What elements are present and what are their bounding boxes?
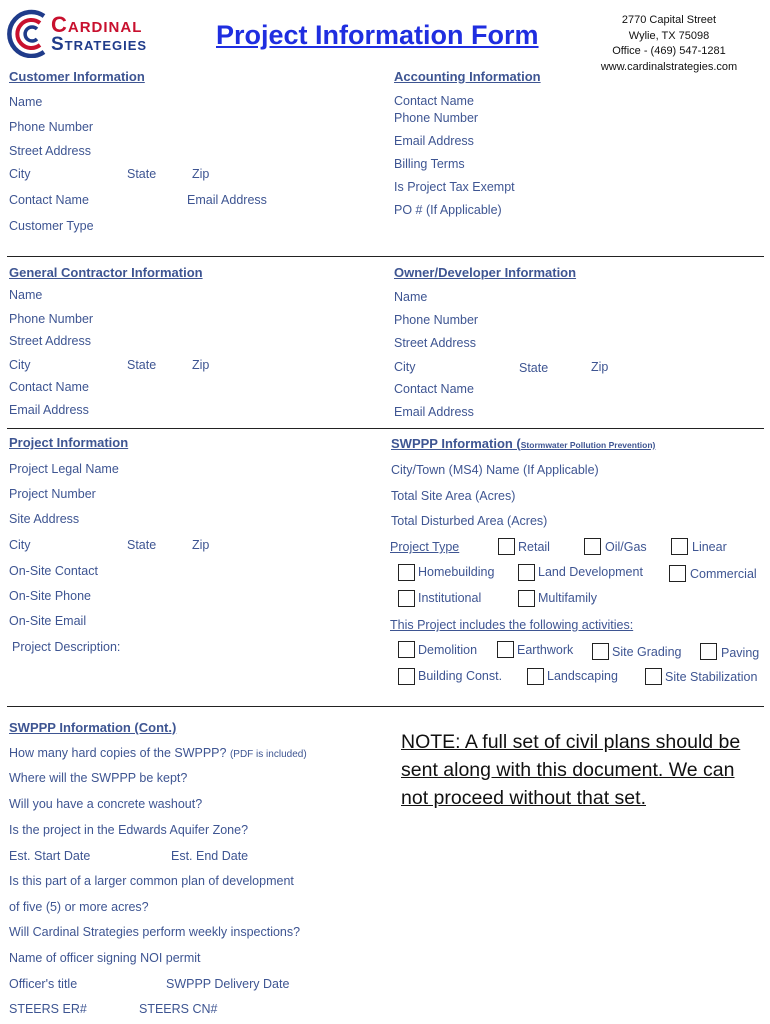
checkbox-institutional[interactable] bbox=[398, 590, 415, 607]
owner-email: Email Address bbox=[394, 405, 474, 419]
label-institutional: Institutional bbox=[418, 591, 482, 605]
swppp2-heading: SWPPP Information (Cont.) bbox=[9, 720, 177, 735]
project-legal: Project Legal Name bbox=[9, 462, 119, 476]
accounting-tax: Is Project Tax Exempt bbox=[394, 180, 515, 194]
checkbox-land-development[interactable] bbox=[518, 564, 535, 581]
note-line-3: not proceed without that set. bbox=[401, 787, 646, 809]
owner-name: Name bbox=[394, 290, 428, 304]
gc-name: Name bbox=[9, 288, 43, 302]
swppp2-kept: Where will the SWPPP be kept? bbox=[9, 771, 188, 785]
owner-zip: Zip bbox=[591, 360, 609, 374]
note-line-1: NOTE: A full set of civil plans should be bbox=[401, 731, 741, 753]
checkbox-building-const[interactable] bbox=[398, 668, 415, 685]
label-multifamily: Multifamily bbox=[538, 591, 598, 605]
divider bbox=[7, 256, 764, 257]
page-title: Project Information Form bbox=[216, 20, 539, 50]
label-oil-gas: Oil/Gas bbox=[605, 540, 647, 554]
accounting-po: PO # (If Applicable) bbox=[394, 203, 502, 217]
customer-zip: Zip bbox=[192, 167, 210, 181]
owner-city: City bbox=[394, 360, 416, 374]
project-onsite-contact: On-Site Contact bbox=[9, 564, 98, 578]
divider bbox=[7, 706, 764, 707]
checkbox-retail[interactable] bbox=[498, 538, 515, 555]
address-office: Office - (469) 547-1281 bbox=[612, 45, 726, 57]
address-city: Wylie, TX 75098 bbox=[628, 29, 710, 42]
owner-state: State bbox=[519, 361, 549, 375]
gc-contact: Contact Name bbox=[9, 380, 89, 394]
project-site: Site Address bbox=[9, 512, 80, 526]
swppp2-washout: Will you have a concrete washout? bbox=[9, 797, 203, 811]
gc-email: Email Address bbox=[9, 403, 89, 417]
owner-phone: Phone Number bbox=[394, 313, 479, 327]
customer-phone: Phone Number bbox=[9, 120, 94, 134]
customer-city: City bbox=[9, 167, 31, 181]
customer-street: Street Address bbox=[9, 144, 91, 158]
gc-phone: Phone Number bbox=[9, 312, 94, 326]
civil-plans-note bbox=[401, 728, 740, 812]
swppp2-copies-note: (PDF is included) bbox=[229, 749, 307, 760]
logo-line-1: Cardinal bbox=[51, 12, 143, 37]
company-logo bbox=[4, 8, 182, 60]
address-web: www.cardinalstrategies.com bbox=[600, 60, 738, 73]
project-number: Project Number bbox=[9, 487, 96, 501]
swppp2-larger-2: of five (5) or more acres? bbox=[9, 900, 149, 914]
swppp2-cn: STEERS CN# bbox=[139, 1002, 218, 1016]
customer-heading: Customer Information bbox=[9, 69, 145, 84]
divider bbox=[7, 428, 764, 429]
swppp2-copies-label: How many hard copies of the SWPPP? bbox=[9, 746, 227, 760]
project-zip: Zip bbox=[192, 538, 210, 552]
checkbox-multifamily[interactable] bbox=[518, 590, 535, 607]
customer-email: Email Address bbox=[187, 193, 267, 207]
customer-state: State bbox=[127, 167, 157, 181]
project-description: Project Description: bbox=[12, 640, 121, 654]
swppp-city: City/Town (MS4) Name (If Applicable) bbox=[391, 463, 599, 477]
swppp2-officer: Name of officer signing NOI permit bbox=[9, 951, 201, 965]
swppp2-title: Officer's title bbox=[9, 977, 78, 991]
label-homebuilding: Homebuilding bbox=[418, 565, 495, 579]
swppp2-end: Est. End Date bbox=[171, 849, 249, 863]
logo-line-2: Strategies bbox=[51, 34, 148, 55]
cardinal-logo-icon bbox=[4, 8, 50, 58]
label-linear: Linear bbox=[692, 540, 727, 554]
owner-heading bbox=[394, 265, 576, 280]
project-city: City bbox=[9, 538, 31, 552]
swppp2-start: Est. Start Date bbox=[9, 849, 91, 863]
accounting-email: Email Address bbox=[394, 134, 474, 148]
owner-contact: Contact Name bbox=[394, 382, 474, 396]
accounting-billing: Billing Terms bbox=[394, 157, 465, 171]
owner-street: Street Address bbox=[394, 336, 476, 350]
label-site-grading: Site Grading bbox=[612, 645, 682, 659]
activities-label: This Project includes the following activities: bbox=[390, 618, 634, 632]
checkbox-site-stabilization[interactable] bbox=[645, 668, 662, 685]
project-state: State bbox=[127, 538, 157, 552]
project-type-label: Project Type bbox=[390, 540, 460, 554]
swppp2-delivery: SWPPP Delivery Date bbox=[166, 977, 290, 991]
checkbox-homebuilding[interactable] bbox=[398, 564, 415, 581]
address-street: 2770 Capital Street bbox=[621, 14, 717, 26]
accounting-contact: Contact Name bbox=[394, 94, 474, 108]
gc-city: City bbox=[9, 358, 31, 372]
gc-state: State bbox=[127, 358, 157, 372]
owner-heading-b: Information bbox=[504, 265, 577, 280]
label-landscaping: Landscaping bbox=[547, 669, 618, 683]
checkbox-demolition[interactable] bbox=[398, 641, 415, 658]
label-earthwork: Earthwork bbox=[517, 643, 574, 657]
swppp2-er: STEERS ER# bbox=[9, 1002, 87, 1016]
gc-zip: Zip bbox=[192, 358, 210, 372]
swppp2-copies bbox=[9, 746, 307, 760]
checkbox-landscaping[interactable] bbox=[527, 668, 544, 685]
project-onsite-email: On-Site Email bbox=[9, 614, 87, 628]
label-demolition: Demolition bbox=[418, 643, 478, 657]
label-commercial: Commercial bbox=[690, 567, 757, 581]
checkbox-earthwork[interactable] bbox=[497, 641, 514, 658]
gc-heading: General Contractor Information bbox=[9, 265, 203, 280]
customer-type: Customer Type bbox=[9, 219, 94, 233]
label-retail: Retail bbox=[518, 540, 550, 554]
company-address bbox=[580, 13, 758, 75]
accounting-phone: Phone Number bbox=[394, 111, 479, 125]
checkbox-oil-gas[interactable] bbox=[584, 538, 601, 555]
project-onsite-phone: On-Site Phone bbox=[9, 589, 91, 603]
owner-heading-a: Owner/Developer bbox=[394, 265, 501, 280]
checkbox-commercial[interactable] bbox=[669, 565, 686, 582]
swppp2-aquifer: Is the project in the Edwards Aquifer Zone? bbox=[9, 823, 249, 837]
note-line-2: sent along with this document. We can bbox=[401, 759, 735, 781]
label-land-development: Land Development bbox=[538, 565, 643, 579]
label-paving: Paving bbox=[721, 646, 760, 660]
label-building-const: Building Const. bbox=[418, 669, 503, 683]
checkbox-paving[interactable] bbox=[700, 643, 717, 660]
swppp-disturbed: Total Disturbed Area (Acres) bbox=[391, 514, 548, 528]
swppp2-inspections: Will Cardinal Strategies perform weekly inspections? bbox=[9, 925, 301, 939]
swppp-heading-small: Stormwater Pollution Prevention) bbox=[520, 440, 656, 450]
swppp-site-area: Total Site Area (Acres) bbox=[391, 489, 516, 503]
accounting-heading: Accounting Information bbox=[394, 69, 541, 84]
checkbox-linear[interactable] bbox=[671, 538, 688, 555]
project-heading: Project Information bbox=[9, 435, 129, 450]
gc-street: Street Address bbox=[9, 334, 91, 348]
swppp-heading bbox=[391, 436, 655, 451]
customer-contact: Contact Name bbox=[9, 193, 89, 207]
customer-name: Name bbox=[9, 95, 43, 109]
checkbox-site-grading[interactable] bbox=[592, 643, 609, 660]
swppp-heading-main: SWPPP Information ( bbox=[391, 436, 521, 451]
label-site-stabilization: Site Stabilization bbox=[665, 670, 758, 684]
swppp2-larger-1: Is this part of a larger common plan of development bbox=[9, 874, 294, 888]
